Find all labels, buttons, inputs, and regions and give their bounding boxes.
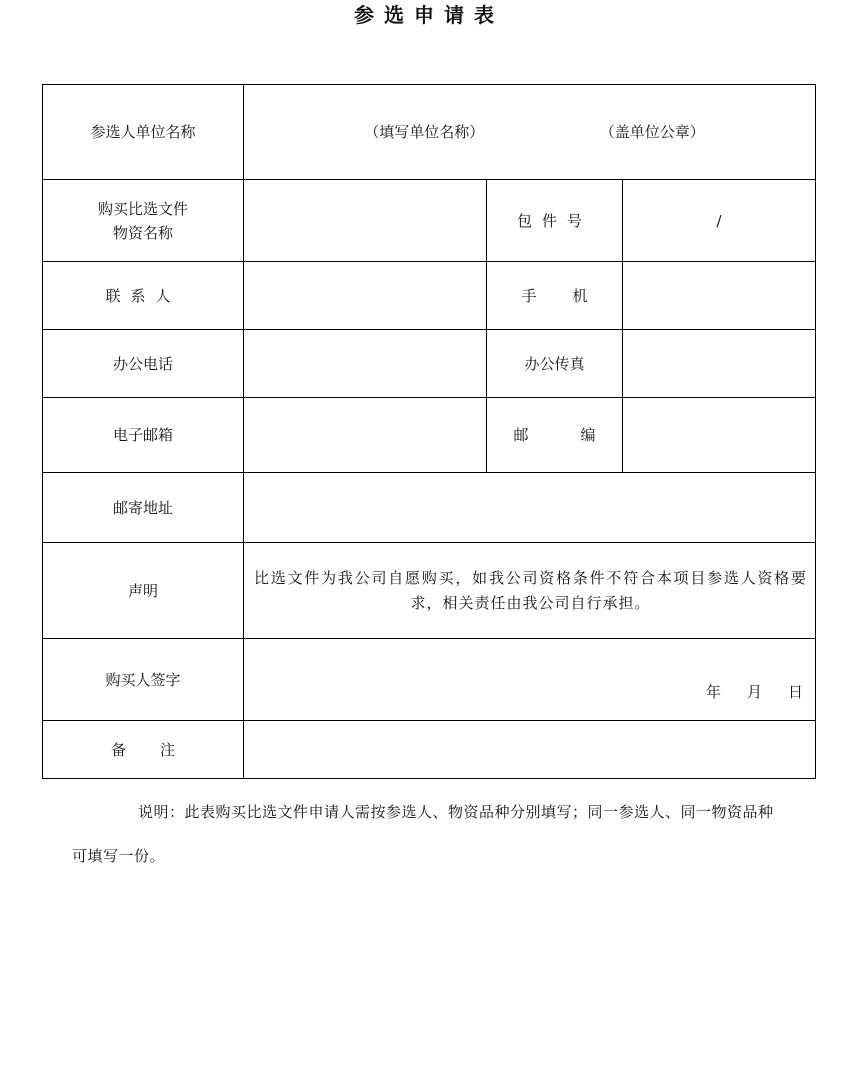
remarks-field[interactable]: [244, 721, 816, 779]
remarks-label: [43, 721, 244, 779]
form-note: [72, 790, 787, 878]
row-email: [43, 398, 816, 473]
statement-label: 声明: [43, 543, 244, 639]
mobile-label: [487, 262, 623, 330]
statement-text-body: 比选文件为我公司自愿购买，如我公司资格条件不符合本项目参选人资格要求，相关责任由我公司自行承担。: [254, 568, 808, 612]
remarks-label-char2: 注: [160, 740, 176, 759]
unit-name-hint: （填写单位名称）: [364, 123, 485, 141]
email-field[interactable]: [244, 398, 487, 473]
row-remarks: [43, 721, 816, 779]
row-signature: [43, 639, 816, 721]
application-form-table: [42, 84, 816, 779]
mobile-field[interactable]: [623, 262, 816, 330]
purchase-material-label-line1: 购买比选文件: [97, 199, 188, 218]
office-phone-field[interactable]: [244, 330, 487, 398]
row-purchase-material: [43, 180, 816, 262]
form-title: 参选申请表: [354, 3, 504, 27]
package-number-label: 包件号: [487, 180, 623, 262]
postcode-label-char2: 编: [580, 426, 596, 444]
mobile-label-char2: 机: [572, 286, 588, 305]
company-seal-hint: （盖单位公章）: [599, 123, 705, 141]
unit-name-field[interactable]: [244, 85, 816, 180]
purchase-material-label: [43, 180, 244, 262]
office-fax-label: 办公传真: [487, 330, 623, 398]
signature-date: [706, 680, 803, 704]
postcode-field[interactable]: [623, 398, 816, 473]
row-unit-name: [43, 85, 816, 180]
statement-text: [244, 543, 816, 639]
signature-field[interactable]: [244, 639, 816, 721]
postcode-label-char1: 邮: [513, 426, 529, 444]
office-phone-label: 办公电话: [43, 330, 244, 398]
purchase-material-label-line2: 物资名称: [112, 223, 173, 242]
row-statement: [43, 543, 816, 639]
postcode-label: [487, 398, 623, 473]
email-label: 电子邮箱: [43, 398, 244, 473]
date-day: 日: [788, 683, 804, 701]
contact-person-field[interactable]: [244, 262, 487, 330]
form-note-text: 说明：此表购买比选文件申请人需按参选人、物资品种分别填写；同一参选人、同一物资品种可填写一份。: [72, 803, 774, 865]
package-number-field[interactable]: /: [623, 180, 816, 262]
row-contact: [43, 262, 816, 330]
mailing-address-field[interactable]: [244, 473, 816, 543]
mailing-address-label: 邮寄地址: [43, 473, 244, 543]
unit-name-label: 参选人单位名称: [43, 85, 244, 180]
signature-label: 购买人签字: [43, 639, 244, 721]
date-year: 年: [705, 683, 721, 701]
row-office: [43, 330, 816, 398]
contact-person-label: 联系人: [43, 262, 244, 330]
remarks-label-char1: 备: [110, 740, 126, 759]
row-address: [43, 473, 816, 543]
office-fax-field[interactable]: [623, 330, 816, 398]
mobile-label-char1: 手: [521, 286, 537, 305]
purchase-material-field[interactable]: [244, 180, 487, 262]
date-month: 月: [747, 683, 763, 701]
